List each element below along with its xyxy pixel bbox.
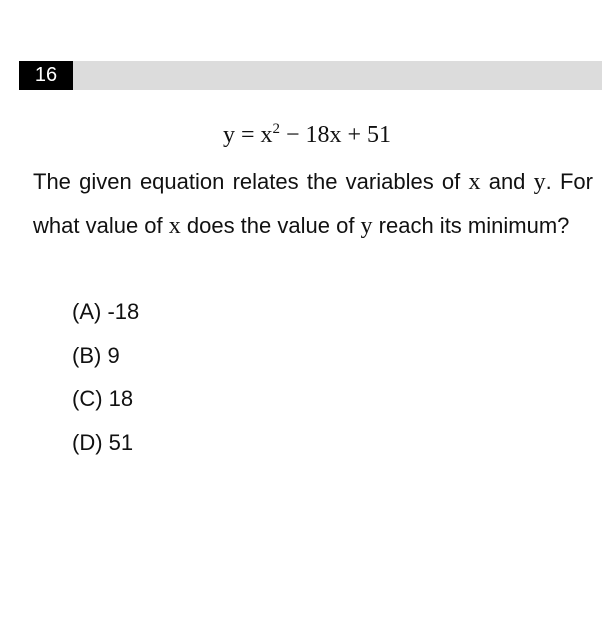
answer-choices <box>72 290 139 464</box>
equation-exponent: 2 <box>272 121 280 137</box>
equation-rhs: − 18x + 51 <box>279 122 392 148</box>
choice-c[interactable]: (C) 18 <box>72 386 134 411</box>
variable-y: y <box>533 169 546 195</box>
choice-a[interactable]: (A) -18 <box>72 299 140 324</box>
question-text-part: The given equation relates the variables of <box>33 169 469 194</box>
choice-d[interactable]: (D) 51 <box>72 429 134 455</box>
variable-x: x <box>468 169 481 195</box>
variable-x: x <box>168 213 181 239</box>
question-text-part: does the value of <box>180 213 361 238</box>
variable-y: y <box>360 213 373 239</box>
question-text-part: . For what value of <box>33 169 593 238</box>
equation <box>0 120 614 153</box>
question-text-part: reach its minimum? <box>372 213 570 238</box>
question-number-badge: 16 <box>19 61 73 90</box>
choice-b[interactable]: (B) 9 <box>72 342 120 368</box>
equation-lhs: y = x <box>222 122 273 148</box>
question-header-bar <box>19 61 602 90</box>
question-text-part: and <box>480 169 534 194</box>
question-text <box>33 160 593 248</box>
